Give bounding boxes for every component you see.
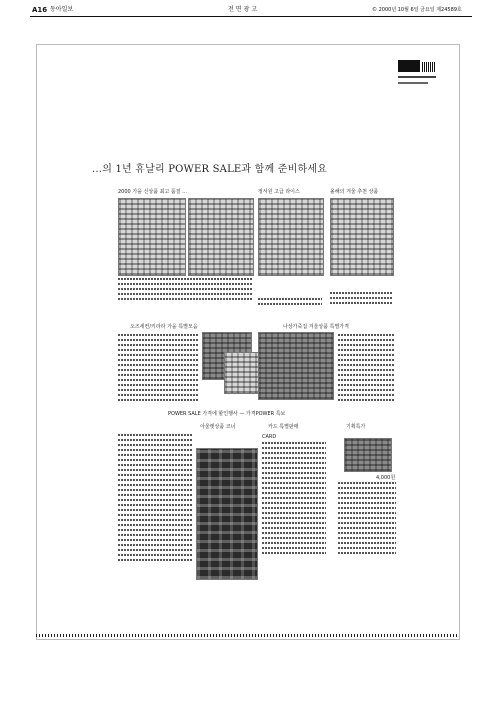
logo-text-line (398, 76, 436, 78)
price-list-1 (118, 278, 252, 303)
model-photo-4 (330, 198, 394, 276)
model-photo-3 (258, 198, 324, 276)
ad-headline: …의 1년 휴날리 POWER SALE과 함께 준비하세요 (92, 164, 328, 175)
page-number: A16 (32, 6, 48, 14)
power-sale-banner: POWER SALE 가격에 할인행사 — 가격POWER 특보 (168, 411, 286, 417)
mid-left-list (118, 334, 198, 404)
logo-stripes (422, 62, 436, 72)
footer-rule (36, 634, 458, 637)
bottom-title-1: 아울렛상품 코너 (200, 424, 236, 430)
bottom-price: 4,000원 (376, 475, 396, 481)
bottom-title-3: 기획특가 (346, 424, 366, 430)
section-label: 전면광고 (228, 6, 260, 13)
top-caption-1: 2000 가을 신상품 최고 품질 … (118, 189, 188, 195)
bag-photo-2 (224, 352, 260, 394)
masthead-rule (30, 16, 472, 17)
mid-right-list (338, 334, 394, 404)
bottom-mid-list (262, 442, 326, 557)
newspaper-name: 동아일보 (50, 6, 74, 13)
bottom-left-list (118, 434, 192, 564)
bottom-title-2: 카드 특별판매 (268, 424, 299, 430)
leather-jacket-photo (258, 332, 334, 400)
top-caption-4: 올해의 겨울 추천 상품 (330, 189, 379, 195)
logo-mark (398, 60, 420, 72)
model-photo-2 (188, 198, 254, 276)
bottom-right-list (338, 482, 396, 557)
mid-right-title: 나상가죽집 겨울상품 특별가격 (283, 324, 349, 330)
issue-info: © 2000년 10월 6일 금요일 제24589호 (372, 7, 462, 13)
bag-photo-3 (344, 438, 392, 472)
price-list-2 (258, 298, 322, 308)
price-list-3 (330, 292, 392, 307)
model-photo-1 (118, 198, 186, 276)
top-caption-3: 정서원 고급 라이스 (258, 189, 300, 195)
brand-logo (398, 60, 438, 94)
coat-photo (196, 448, 258, 580)
logo-text-line (398, 82, 428, 84)
mid-left-title: 오즈세컨/키라라 가을 특별모음 (130, 324, 198, 330)
card-label: CARD (262, 434, 277, 440)
